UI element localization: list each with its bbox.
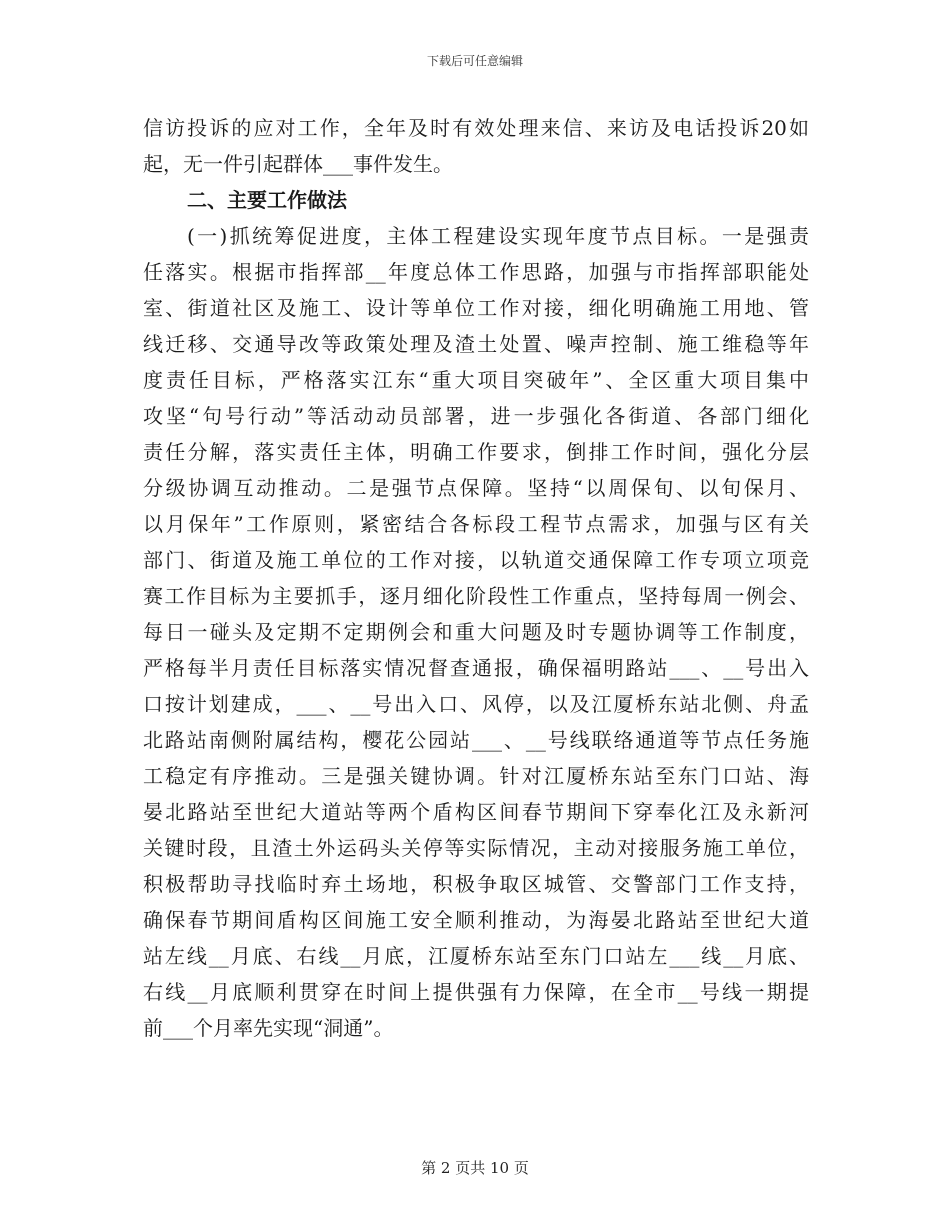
body-line: 北路站南侧附属结构，樱花公园站___、__号线联络通道等节点任务施: [143, 728, 809, 752]
body-line: 室、街道社区及施工、设计等单位工作对接，细化明确施工用地、管: [143, 296, 809, 320]
body-line: 度责任目标，严格落实江东“重大项目突破年”、全区重大项目集中: [143, 368, 809, 392]
body-line: 右线__月底顺利贯穿在时间上提供强有力保障，在全市__号线一期提: [143, 980, 809, 1004]
body-line: 信访投诉的应对工作，全年及时有效处理来信、来访及电话投诉20如: [143, 116, 809, 140]
body-line: 工稳定有序推动。三是强关键协调。针对江厦桥东站至东门口站、海: [143, 764, 809, 788]
body-line: 以月保年”工作原则，紧密结合各标段工程节点需求，加强与区有关: [143, 512, 809, 536]
body-line: 线迁移、交通导改等政策处理及渣土处置、噪声控制、施工维稳等年: [143, 332, 809, 356]
page-number: 第 2 页共 10 页: [421, 1159, 529, 1177]
body-line: 责任分解，落实责任主体，明确工作要求，倒排工作时间，强化分层: [143, 440, 809, 464]
body-line: 起，无一件引起群体___事件发生。: [143, 152, 453, 176]
body-line: 部门、街道及施工单位的工作对接，以轨道交通保障工作专项立项竞: [143, 548, 809, 572]
body-line: 关键时段，且渣土外运码头关停等实际情况，主动对接服务施工单位，: [143, 836, 809, 860]
body-line: 积极帮助寻找临时弃土场地，积极争取区城管、交警部门工作支持，: [143, 872, 809, 896]
body-line: 赛工作目标为主要抓手，逐月细化阶段性工作重点，坚持每周一例会、: [143, 584, 809, 608]
body-line: 任落实。根据市指挥部__年度总体工作思路，加强与市指挥部职能处: [143, 260, 809, 284]
body-line: 口按计划建成，___、__号出入口、风停，以及江厦桥东站北侧、舟孟: [143, 692, 809, 716]
body-line: (一)抓统筹促进度，主体工程建设实现年度节点目标。一是强责: [187, 224, 809, 248]
section-heading: 二、主要工作做法: [187, 188, 347, 212]
body-line: 每日一碰头及定期不定期例会和重大问题及时专题协调等工作制度，: [143, 620, 809, 644]
body-line: 确保春节期间盾构区间施工安全顺利推动，为海晏北路站至世纪大道: [143, 908, 809, 932]
body-line: 攻坚“句号行动”等活动动员部署，进一步强化各街道、各部门细化: [143, 404, 809, 428]
body-line: 严格每半月责任目标落实情况督查通报，确保福明路站___、__号出入: [143, 656, 809, 680]
body-line: 站左线__月底、右线__月底，江厦桥东站至东门口站左___线__月底、: [143, 944, 809, 968]
page-header-note: 下载后可任意编辑: [426, 54, 523, 68]
body-line: 前___个月率先实现“洞通”。: [143, 1016, 394, 1040]
body-line: 分级协调互动推动。二是强节点保障。坚持“以周保旬、以旬保月、: [143, 476, 809, 500]
document-body: [143, 110, 809, 1046]
body-line: 晏北路站至世纪大道站等两个盾构区间春节期间下穿奉化江及永新河: [143, 800, 809, 824]
